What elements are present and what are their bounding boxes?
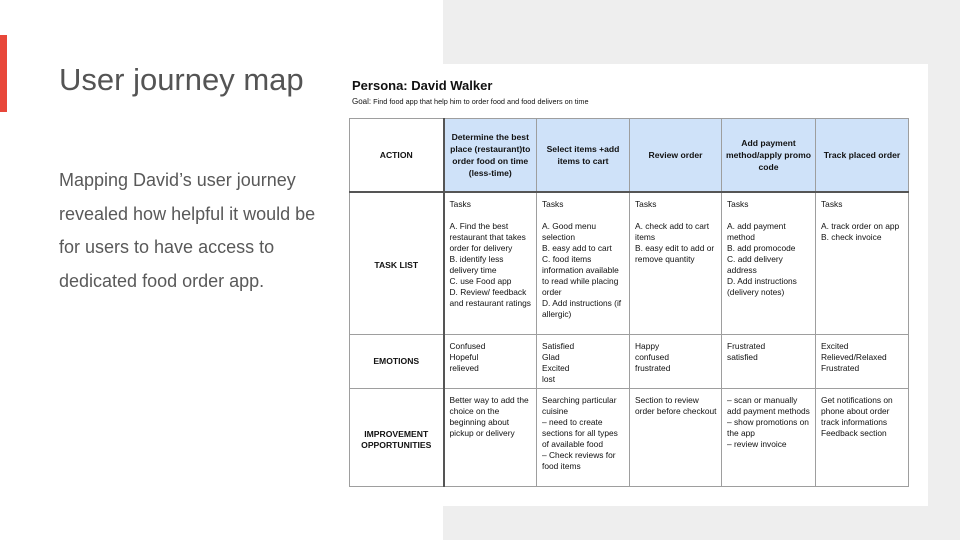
table-row-action bbox=[350, 119, 909, 193]
persona-heading: Persona: David Walker bbox=[352, 78, 493, 93]
cell-line: frustrated bbox=[635, 363, 671, 373]
improvement-cell bbox=[722, 389, 816, 487]
cell-line: D. Add instructions (delivery notes) bbox=[727, 276, 797, 297]
cell-line: B. identify less delivery time bbox=[449, 254, 504, 275]
cell-line: C. use Food app bbox=[449, 276, 512, 286]
cell-line: A. check add to cart items bbox=[635, 221, 710, 242]
task-cell bbox=[444, 192, 537, 335]
slide-title: User journey map bbox=[59, 62, 304, 97]
emotion-cell bbox=[630, 335, 722, 389]
cell-line: B. add promocode bbox=[727, 243, 796, 253]
improvement-cell bbox=[816, 389, 909, 487]
emotion-cell bbox=[444, 335, 537, 389]
cell-line: A. Find the best restaurant that takes order for delivery bbox=[449, 221, 526, 253]
cell-line: A. add payment method bbox=[727, 221, 786, 242]
task-cell bbox=[537, 192, 630, 335]
goal-text: Find food app that help him to order food and food delivers on time bbox=[373, 97, 589, 106]
cell-line: C. food items information available to read while placing order bbox=[542, 254, 619, 297]
cell-line: – Check reviews for food items bbox=[542, 450, 616, 471]
cell-line: relieved bbox=[449, 363, 479, 373]
improvement-cell bbox=[537, 389, 630, 487]
action-cell: Determine the best place (restaurant)to order food on time (less-time) bbox=[444, 119, 537, 193]
improvement-cell bbox=[630, 389, 722, 487]
cell-line: Tasks bbox=[449, 199, 471, 209]
cell-line: D. Review/ feedback and restaurant ratings bbox=[449, 287, 531, 308]
improvement-cell bbox=[444, 389, 537, 487]
action-cell: Review order bbox=[630, 119, 722, 193]
cell-line: Tasks bbox=[821, 199, 843, 209]
cell-line: lost bbox=[542, 374, 556, 384]
cell-line: Frustrated bbox=[821, 363, 860, 373]
emotion-cell bbox=[722, 335, 816, 389]
row-header-action: ACTION bbox=[350, 119, 444, 193]
slide-body-text: Mapping David’s user journey revealed how helpful it would be for users to have access to dedicated food order app. bbox=[59, 170, 316, 291]
cell-line: C. add delivery address bbox=[727, 254, 783, 275]
persona-goal bbox=[352, 97, 589, 106]
cell-line bbox=[727, 210, 811, 221]
cell-line: A. track order on app bbox=[821, 221, 900, 231]
goal-label: Goal: bbox=[352, 97, 372, 106]
cell-line: B. check invoice bbox=[821, 232, 882, 242]
action-cell: Select items +add items to cart bbox=[537, 119, 630, 193]
cell-line: Excited bbox=[821, 341, 849, 351]
table-row-improvements bbox=[350, 389, 909, 487]
cell-line: Searching particular cuisine bbox=[542, 395, 617, 416]
cell-line: confused bbox=[635, 352, 669, 362]
cell-line: D. Add instructions (if allergic) bbox=[542, 298, 622, 319]
cell-line: Glad bbox=[542, 352, 560, 362]
cell-line bbox=[542, 210, 625, 221]
task-cell bbox=[630, 192, 722, 335]
cell-line: Get notifications on phone about order track informations bbox=[821, 395, 893, 427]
cell-line: – show promotions on the app bbox=[727, 417, 809, 438]
task-cell bbox=[816, 192, 909, 335]
cell-line: Happy bbox=[635, 341, 660, 351]
cell-line: – need to create sections for all types of available food bbox=[542, 417, 618, 449]
cell-line bbox=[821, 210, 904, 221]
cell-line: satisfied bbox=[727, 352, 758, 362]
cell-line: Tasks bbox=[635, 199, 657, 209]
task-cell bbox=[722, 192, 816, 335]
action-cell: Add payment method/apply promo code bbox=[722, 119, 816, 193]
cell-line: Excited bbox=[542, 363, 570, 373]
cell-line: B. easy add to cart bbox=[542, 243, 612, 253]
accent-bar bbox=[0, 35, 7, 112]
cell-line: – scan or manually add payment methods bbox=[727, 395, 810, 416]
cell-line bbox=[450, 210, 533, 221]
cell-line: Relieved/Relaxed bbox=[821, 352, 887, 362]
cell-line: B. easy edit to add or remove quantity bbox=[635, 243, 715, 264]
cell-line: Confused bbox=[449, 341, 486, 351]
emotion-cell bbox=[537, 335, 630, 389]
journey-map-table bbox=[349, 118, 909, 487]
row-header-improvements: IMPROVEMENT OPPORTUNITIES bbox=[350, 389, 444, 487]
cell-line: Feedback section bbox=[821, 428, 887, 438]
cell-line: Satisfied bbox=[542, 341, 575, 351]
action-cell: Track placed order bbox=[816, 119, 909, 193]
table-row-task-list bbox=[350, 192, 909, 335]
cell-line: Frustrated bbox=[727, 341, 766, 351]
emotion-cell bbox=[816, 335, 909, 389]
table-row-emotions bbox=[350, 335, 909, 389]
cell-line: Section to review order before checkout bbox=[635, 395, 717, 416]
cell-line: Hopeful bbox=[449, 352, 479, 362]
cell-line: A. Good menu selection bbox=[542, 221, 597, 242]
cell-line: – review invoice bbox=[727, 439, 787, 449]
cell-line: Tasks bbox=[542, 199, 564, 209]
row-header-emotions: EMOTIONS bbox=[350, 335, 444, 389]
cell-line: Tasks bbox=[727, 199, 749, 209]
cell-line: Better way to add the choice on the beginning about pickup or delivery bbox=[449, 395, 529, 438]
row-header-task-list: TASK LIST bbox=[350, 192, 444, 335]
cell-line bbox=[635, 210, 717, 221]
